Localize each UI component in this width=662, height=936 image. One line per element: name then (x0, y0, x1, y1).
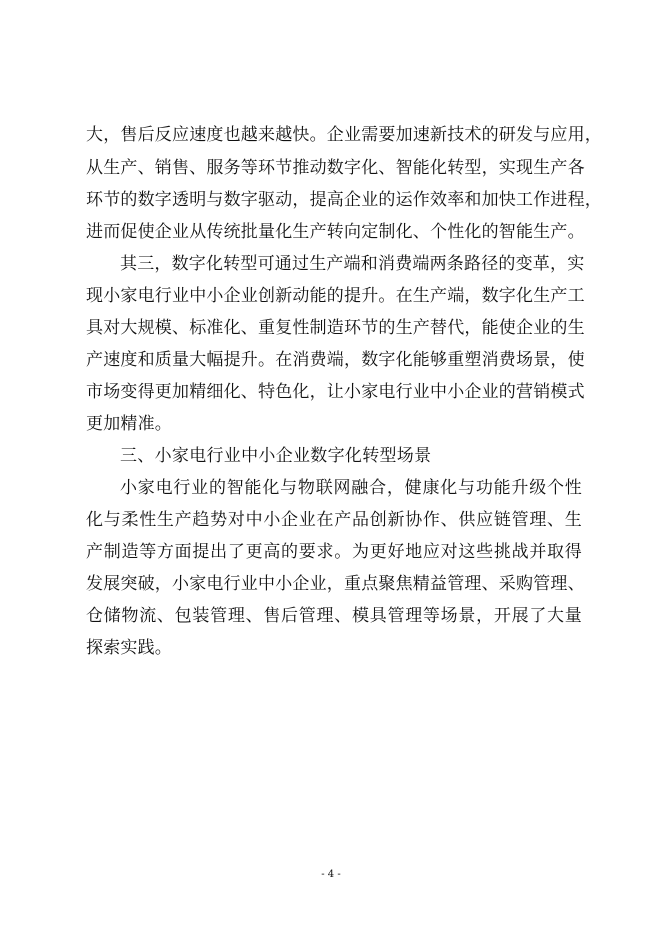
paragraph-2-line-1: 其三，数字化转型可通过生产端和消费端两条路径的变革，实 (120, 254, 585, 274)
paragraph-1-line-3: 环节的数字透明与数字驱动，提高企业的运作效率和加快工作进程， (86, 190, 602, 210)
paragraph-2-line-2: 现小家电行业中小企业创新动能的提升。在生产端，数字化生产工 (86, 286, 585, 306)
paragraph-3-line-2: 化与柔性生产趋势对中小企业在产品创新协作、供应链管理、生 (86, 510, 582, 530)
paragraph-2-line-5: 市场变得更加精细化、特色化，让小家电行业中小企业的营销模式 (86, 382, 585, 402)
paragraph-3-line-3: 产制造等方面提出了更高的要求。为更好地应对这些挑战并取得 (86, 542, 582, 562)
paragraph-3-line-6: 探索实践。 (86, 638, 172, 658)
paragraph-1-line-2: 从生产、销售、服务等环节推动数字化、智能化转型，实现生产各 (86, 158, 585, 178)
paragraph-3-line-5: 仓储物流、包装管理、售后管理、模具管理等场景，开展了大量 (86, 606, 582, 626)
page-number: - 4 - (321, 869, 341, 880)
paragraph-2-line-3: 具对大规模、标准化、重复性制造环节的生产替代，能使企业的生 (86, 318, 585, 338)
paragraph-3-line-1: 小家电行业的智能化与物联网融合，健康化与功能升级个性 (120, 478, 582, 498)
paragraph-1-line-4: 进而促使企业从传统批量化生产转向定制化、个性化的智能生产。 (86, 222, 585, 242)
paragraph-2-line-4: 产速度和质量大幅提升。在消费端，数字化能够重塑消费场景，使 (86, 350, 585, 370)
paragraph-2-line-6: 更加精准。 (86, 414, 172, 434)
paragraph-3-line-4: 发展突破，小家电行业中小企业，重点聚焦精益管理、采购管理、 (86, 574, 585, 594)
paragraph-1-line-1: 大，售后反应速度也越来越快。企业需要加速新技术的研发与应用， (86, 125, 602, 145)
section-heading: 三、小家电行业中小企业数字化转型场景 (120, 446, 432, 466)
